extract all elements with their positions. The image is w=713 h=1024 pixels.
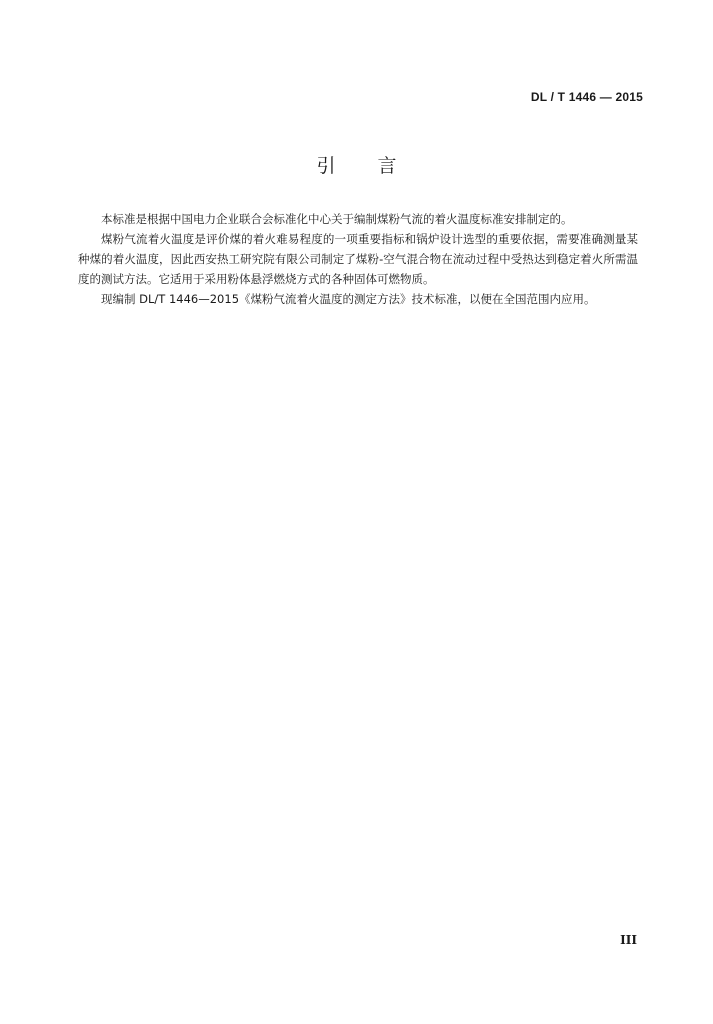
body-text <box>78 209 638 309</box>
paragraph: 煤粉气流着火温度是评价煤的着火难易程度的一项重要指标和锅炉设计选型的重要依据，需要准确测量某种煤的着火温度，因此西安热工研究院有限公司制定了煤粉-空气混合物在流动过程中受热达到稳定着火所需温度的测试方法。它适用于采用粉体悬浮燃烧方式的各种固体可燃物质。 <box>78 232 638 286</box>
page-number: III <box>620 933 637 947</box>
standard-code: DL / T 1446 — 2015 <box>530 90 643 104</box>
page-title: 引言 <box>316 155 439 177</box>
paragraph: 本标准是根据中国电力企业联合会标准化中心关于编制煤粉气流的着火温度标准安排制定的。 <box>101 212 573 226</box>
paragraph: 现编制 DL/T 1446—2015《煤粉气流着火温度的测定方法》技术标准，以便在全国范围内应用。 <box>101 292 596 306</box>
